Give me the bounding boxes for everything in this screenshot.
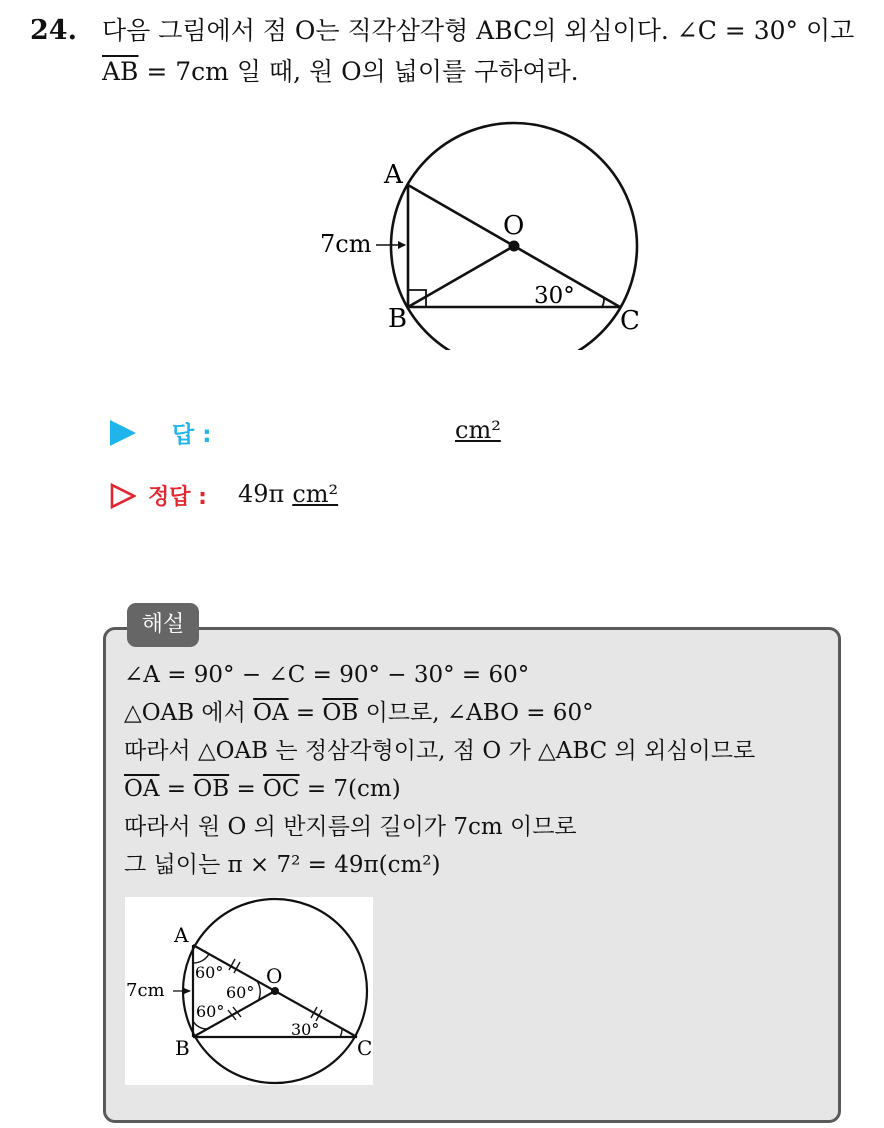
angle-c-arc: [340, 1029, 342, 1037]
solution-line-4: [124, 770, 834, 808]
correct-value: 49π: [238, 480, 285, 508]
angle-c-arc: [602, 298, 604, 307]
segment-ab: $\overline{AB}$: [102, 57, 139, 86]
arrow-head: [184, 988, 191, 994]
label-c: C: [620, 306, 640, 336]
center-point: [509, 241, 520, 252]
outline-triangle-icon: [110, 483, 136, 509]
solution-line-4-rest: = 7(cm): [299, 776, 401, 802]
segment-oa: $\overline{OA}$: [124, 776, 160, 802]
side-length-label: 7cm: [320, 230, 372, 258]
correct-label: 정답 :: [148, 485, 207, 510]
segment-bo-line: [408, 246, 514, 307]
solution-text: [124, 656, 834, 884]
segment-ob: $\overline{OB}$: [193, 776, 230, 802]
problem-statement: [30, 10, 870, 92]
label-a: A: [384, 160, 403, 190]
solution-line-2-b: 이므로, ∠ABO = 60°: [358, 700, 594, 726]
answer-label: 답 :: [172, 422, 212, 448]
problem-number: 24.: [30, 15, 77, 46]
angle-a-arc: [193, 954, 209, 963]
segment-ob: $\overline{OB}$: [322, 700, 359, 726]
figure-solution-diagram: [125, 897, 373, 1085]
answer-unit: cm²: [455, 416, 501, 444]
problem-line-2-rest: = 7cm 일 때, 원 O의 넓이를 구하여라.: [138, 57, 579, 86]
correct-value-wrap: [238, 480, 338, 508]
solution-line-6: 그 넓이는 π × 7² = 49π(cm²): [124, 852, 441, 878]
solution-line-2-a: △OAB 에서: [124, 700, 254, 726]
play-triangle-icon: [110, 420, 136, 446]
problem-line-2: [102, 51, 870, 92]
label-b: B: [175, 1036, 190, 1060]
segment-oa: $\overline{OA}$: [253, 700, 289, 726]
label-a: A: [174, 923, 189, 947]
angle-b-arc: [193, 1021, 207, 1029]
angle-o-label: 60°: [226, 983, 255, 1002]
segment-oc: $\overline{OC}$: [263, 776, 300, 802]
problem-line-1: 다음 그림에서 점 O는 직각삼각형 ABC의 외심이다. ∠C = 30° 이고: [102, 16, 855, 45]
solution-figure: [125, 897, 373, 1085]
tick-ob-1: [228, 1010, 236, 1020]
angle-b-label: 60°: [196, 1002, 225, 1021]
correct-answer-row: [110, 476, 610, 516]
solution-line-5: 따라서 원 O 의 반지름의 길이가 7cm 이므로: [124, 814, 577, 840]
answer-row: [110, 412, 610, 452]
arrow-head: [398, 241, 406, 249]
solution-tag: 해설: [127, 603, 199, 647]
side-length-label: 7cm: [126, 980, 165, 1001]
label-b: B: [388, 304, 408, 334]
equals: =: [229, 776, 264, 802]
angle-o-arc: [257, 981, 260, 1001]
center-point: [271, 987, 279, 995]
problem-text: [102, 10, 870, 92]
figure-circumcircle: [300, 110, 660, 350]
label-o: O: [503, 211, 525, 241]
correct-unit: cm²: [292, 480, 339, 508]
solution-line-2: [124, 694, 834, 732]
angle-c-label: 30°: [534, 283, 575, 309]
solution-line-3: 따라서 △OAB 는 정삼각형이고, 점 O 가 △ABC 의 외심이므로: [124, 738, 756, 764]
angle-c-label: 30°: [291, 1020, 320, 1039]
label-o: O: [266, 964, 283, 988]
equals: =: [159, 776, 194, 802]
label-c: C: [357, 1036, 373, 1060]
equals: =: [288, 700, 323, 726]
angle-a-label: 60°: [195, 963, 224, 982]
solution-line-1: ∠A = 90° − ∠C = 90° − 30° = 60°: [124, 662, 530, 688]
